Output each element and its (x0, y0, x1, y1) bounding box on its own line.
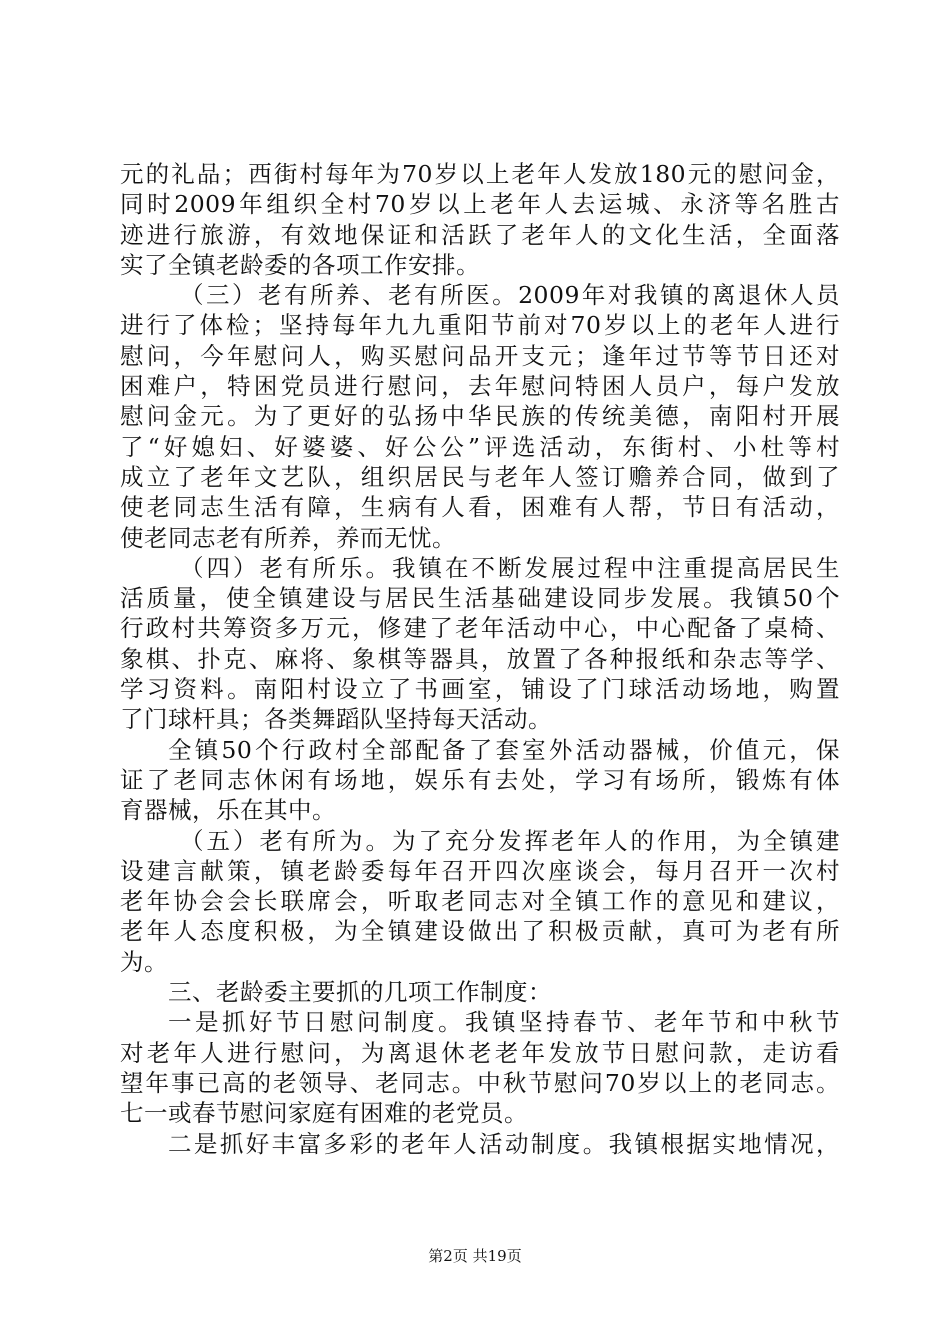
text-line: 对老年人进行慰问，为离退休老老年发放节日慰问款，走访看 (120, 1038, 840, 1067)
text-line: （五）老有所为。为了充分发挥老年人的作用，为全镇建 (180, 826, 840, 855)
text-line: 实了全镇老龄委的各项工作安排。 (120, 250, 480, 279)
text-line: 老年协会会长联席会，听取老同志对全镇工作的意见和建议， (120, 887, 840, 916)
text-line: 进行了体检；坚持每年九九重阳节前对70岁以上的老年人进行 (120, 311, 840, 340)
text-line: 行政村共筹资多万元，修建了老年活动中心，中心配备了桌椅、 (120, 614, 840, 643)
text-line: （三）老有所养、老有所医。2009年对我镇的离退休人员 (180, 281, 840, 310)
text-line: 象棋、扑克、麻将、象棋等器具，放置了各种报纸和杂志等学、 (120, 644, 840, 673)
text-line: 证了老同志休闲有场地，娱乐有去处，学习有场所，锻炼有体 (120, 765, 840, 794)
text-line: 了“好媳妇、好婆婆、好公公”评选活动，东街村、小杜等村 (120, 432, 840, 461)
text-line: 一是抓好节日慰问制度。我镇坚持春节、老年节和中秋节 (168, 1008, 840, 1037)
text-line: 望年事已高的老领导、老同志。中秋节慰问70岁以上的老同志。 (120, 1068, 840, 1097)
text-line: 七一或春节慰问家庭有困难的老党员。 (120, 1099, 528, 1128)
text-line: 使老同志老有所养，养而无忧。 (120, 523, 456, 552)
section-heading: 三、老龄委主要抓的几项工作制度： (168, 978, 552, 1007)
text-line: 活质量，使全镇建设与居民生活基础建设同步发展。我镇50个 (120, 584, 840, 613)
text-line: 为。 (120, 947, 168, 976)
text-line: 慰问，今年慰问人，购买慰问品开支元；逢年过节等节日还对 (120, 341, 840, 370)
text-line: 元的礼品；西街村每年为70岁以上老年人发放180元的慰问金， (120, 160, 840, 188)
text-line: （四）老有所乐。我镇在不断发展过程中注重提高居民生 (180, 553, 840, 582)
text-line: 育器械，乐在其中。 (120, 796, 336, 825)
text-line: 二是抓好丰富多彩的老年人活动制度。我镇根据实地情况， (168, 1129, 840, 1158)
text-line: 困难户，特困党员进行慰问，去年慰问特困人员户，每户发放 (120, 372, 840, 401)
document-body (120, 159, 840, 1159)
text-line: 同时2009年组织全村70岁以上老年人去运城、永济等名胜古 (120, 190, 840, 219)
text-line: 了门球杆具；各类舞蹈队坚持每天活动。 (120, 705, 552, 734)
page-number-footer: 第2页 共19页 (428, 1247, 522, 1265)
text-line: 慰问金元。为了更好的弘扬中华民族的传统美德，南阳村开展 (120, 402, 840, 431)
text-line: 学习资料。南阳村设立了书画室，铺设了门球活动场地，购置 (120, 675, 840, 704)
text-line: 成立了老年文艺队，组织居民与老年人签订赡养合同，做到了 (120, 462, 840, 491)
text-line: 使老同志生活有障，生病有人看，困难有人帮，节日有活动， (120, 493, 840, 522)
text-line: 老年人态度积极，为全镇建设做出了积极贡献，真可为老有所 (120, 917, 840, 946)
text-line: 设建言献策，镇老龄委每年召开四次座谈会，每月召开一次村 (120, 856, 840, 885)
text-line: 全镇50个行政村全部配备了套室外活动器械，价值元，保 (168, 735, 840, 764)
text-line: 迹进行旅游，有效地保证和活跃了老年人的文化生活，全面落 (120, 220, 840, 249)
